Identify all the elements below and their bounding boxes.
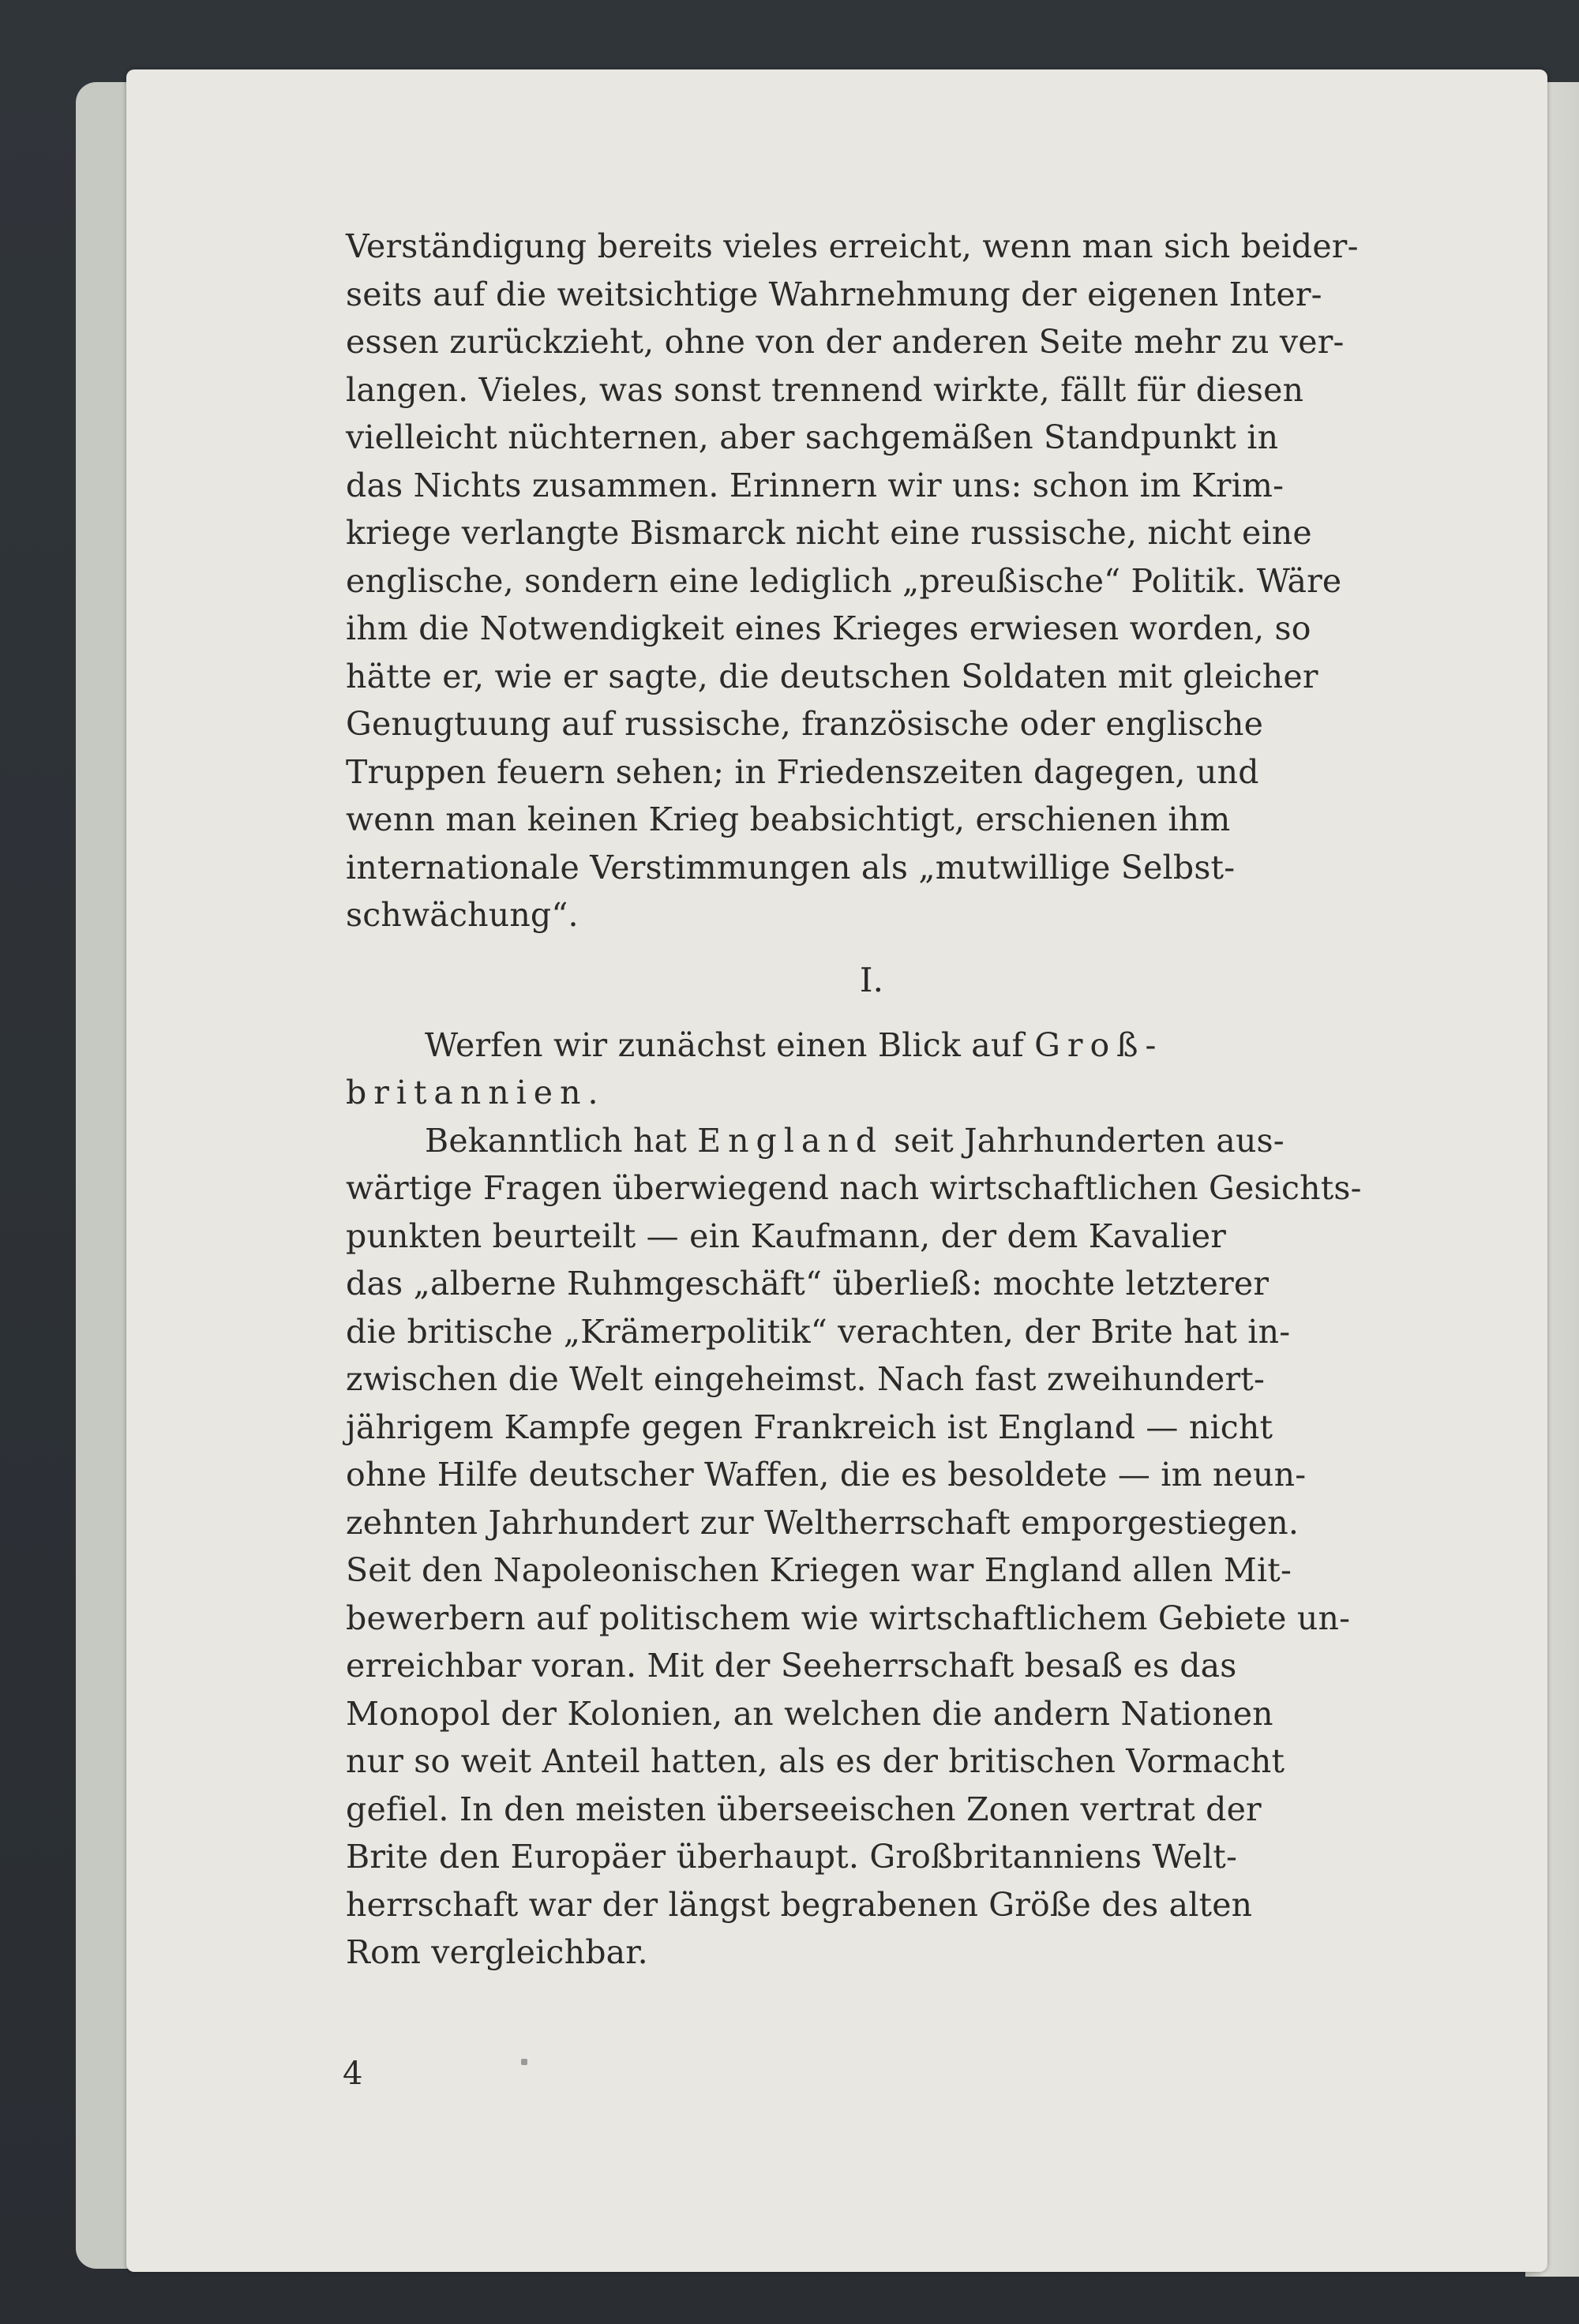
intro-paragraph: Verständigung bereits vieles erreicht, wenn man sich beider- seits auf die weitsichtige Wahrnehmung der eigenen Inter- essen zurückzieht, ohne von der anderen Seite mehr zu ver- langen. Vieles, was sonst trennend wirkte, fällt für diesen vielleicht nüchternen, aber sachgemäßen Standpunkt in das Nichts zusammen. Erinnern wir uns: schon im Krim- kriege verlangte Bismarck nicht eine russische, nicht eine englische, sondern eine lediglich „preußische“ Politik. Wäre ihm die Notwendigkeit eines Krieges erwiesen worden, so hätte er, wie er sagte, die deutschen Soldaten mit gleicher Genugtuung auf russische, französische oder englische Truppen feuern sehen; in Friedenszeiten dagegen, und wenn man keinen Krieg beabsichtigt, erschienen ihm internationale Verstimmungen als „mutwillige Selbst- schwächung“. bbox=[346, 227, 1359, 934]
paragraph-england bbox=[346, 1117, 1397, 1977]
section-heading: I. bbox=[859, 960, 884, 999]
paragraph-lead-text: Werfen wir zunächst einen Blick auf bbox=[425, 1025, 1035, 1064]
paragraph-text-rest: seit Jahrhunderten aus- wärtige Fragen überwiegend nach wirtschaftlichen Gesichts- punkten beurteilt — ein Kaufmann, der dem Kavalier das „alberne Ruhmgeschäft“ überließ: mochte letzterer die britische „Krämerpolitik“ verachten, der Brite hat in- zwischen die Welt eingeheimst. Nach fast zweihundert- jährigem Kampfe gegen Frankreich ist England — nicht ohne Hilfe deutscher Waffen, die es besoldete — im neun- zehnten Jahrhundert zur Weltherrschaft emporgestiegen. Seit den Napoleonischen Kriegen war England allen Mit- bewerbern auf politischem wie wirtschaftlichem Gebiete un- erreichbar voran. Mit der Seeherrschaft besaß es das Monopol der Kolonien, an welchen die andern Nationen nur so weit Anteil hatten, als es der britischen Vormacht gefiel. In den meisten überseeischen Zonen vertrat der Brite den Europäer überhaupt. Großbritanniens Welt- herrschaft war der längst begrabenen Größe des alten Rom vergleichbar. bbox=[346, 1121, 1362, 1971]
page-number: 4 bbox=[343, 2056, 363, 2092]
emphasized-term: Groß- britannien. bbox=[346, 1025, 1164, 1111]
emphasized-term: England bbox=[697, 1121, 883, 1160]
paragraph-great-britain bbox=[346, 1021, 1397, 1117]
paper-speck bbox=[521, 2059, 527, 2065]
paragraph-text-start: Bekanntlich hat bbox=[425, 1121, 698, 1160]
page-text bbox=[346, 223, 1397, 1977]
